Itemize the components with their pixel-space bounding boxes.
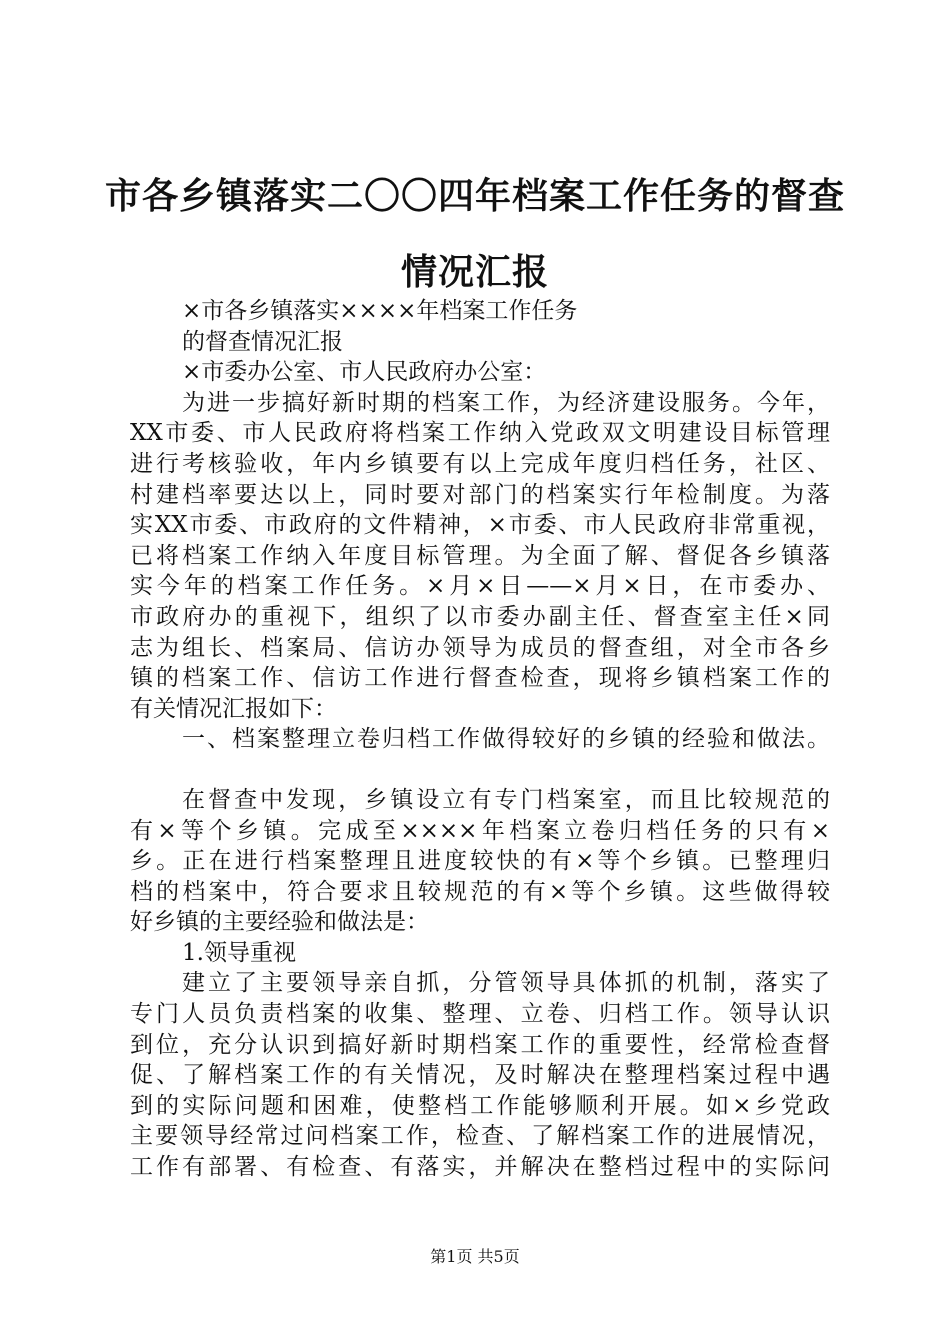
body-line: 进行考核验收，年内乡镇要有以上完成年度归档任务，社区、 [130, 450, 830, 477]
body-line: 实今年的档案工作任务。×月×日——×月×日，在市委办、 [130, 573, 830, 600]
page-footer: 第1页 共5页 [430, 1247, 520, 1266]
body-line: 的督查情况汇报 [182, 328, 343, 355]
body-line: 促、了解档案工作的有关情况，及时解决在整理档案过程中遇 [130, 1062, 830, 1089]
body-line: 村建档率要达以上，同时要对部门的档案实行年检制度。为落 [130, 481, 830, 508]
body-line: 镇的档案工作、信访工作进行督查检查，现将乡镇档案工作的 [130, 665, 830, 692]
title-line-1: 市各乡镇落实二〇〇四年档案工作任务的督查 [104, 175, 845, 217]
document-body [130, 296, 830, 1183]
paragraph-gap [130, 755, 830, 785]
subsection-heading: 1.领导重视 [182, 939, 296, 966]
body-line: 乡。正在进行档案整理且进度较快的有×等个乡镇。已整理归 [130, 848, 830, 875]
body-line: 专门人员负责档案的收集、整理、立卷、归档工作。领导认识 [130, 1001, 830, 1028]
body-line: 好乡镇的主要经验和做法是： [130, 909, 429, 936]
body-line: 到位，充分认识到搞好新时期档案工作的重要性，经常检查督 [130, 1031, 830, 1058]
body-line: 主要领导经常过问档案工作，检查、了解档案工作的进展情况， [130, 1123, 830, 1150]
body-line: 有关情况汇报如下： [130, 695, 337, 722]
body-line: 建立了主要领导亲自抓，分管领导具体抓的机制，落实了 [182, 970, 830, 997]
body-line: 有×等个乡镇。完成至××××年档案立卷归档任务的只有× [130, 817, 830, 844]
section-heading: 一、档案整理立卷归档工作做得较好的乡镇的经验和做法。 [182, 726, 830, 753]
title-line-2: 情况汇报 [400, 251, 549, 293]
body-line: 市政府办的重视下，组织了以市委办副主任、督查室主任×同 [130, 603, 830, 630]
body-line: ×市各乡镇落实××××年档案工作任务 [182, 298, 578, 324]
body-line: 到的实际问题和困难，使整档工作能够顺利开展。如×乡党政 [130, 1092, 830, 1119]
body-line: XX市委、市人民政府将档案工作纳入党政双文明建设目标管理 [130, 420, 830, 447]
body-line: 实XX市委、市政府的文件精神，×市委、市人民政府非常重视， [130, 512, 830, 539]
body-line: 档的档案中，符合要求且较规范的有×等个乡镇。这些做得较 [130, 878, 830, 905]
body-line: 为进一步搞好新时期的档案工作，为经济建设服务。今年， [182, 389, 830, 416]
document-title [100, 158, 850, 310]
body-line: 工作有部署、有检查、有落实，并解决在整档过程中的实际问 [130, 1154, 830, 1181]
body-line: ×市委办公室、市人民政府办公室： [182, 359, 547, 386]
body-line: 志为组长、档案局、信访办领导为成员的督查组，对全市各乡 [130, 634, 830, 661]
body-line: 在督查中发现，乡镇设立有专门档案室，而且比较规范的 [182, 786, 830, 813]
body-line: 已将档案工作纳入年度目标管理。为全面了解、督促各乡镇落 [130, 542, 830, 569]
